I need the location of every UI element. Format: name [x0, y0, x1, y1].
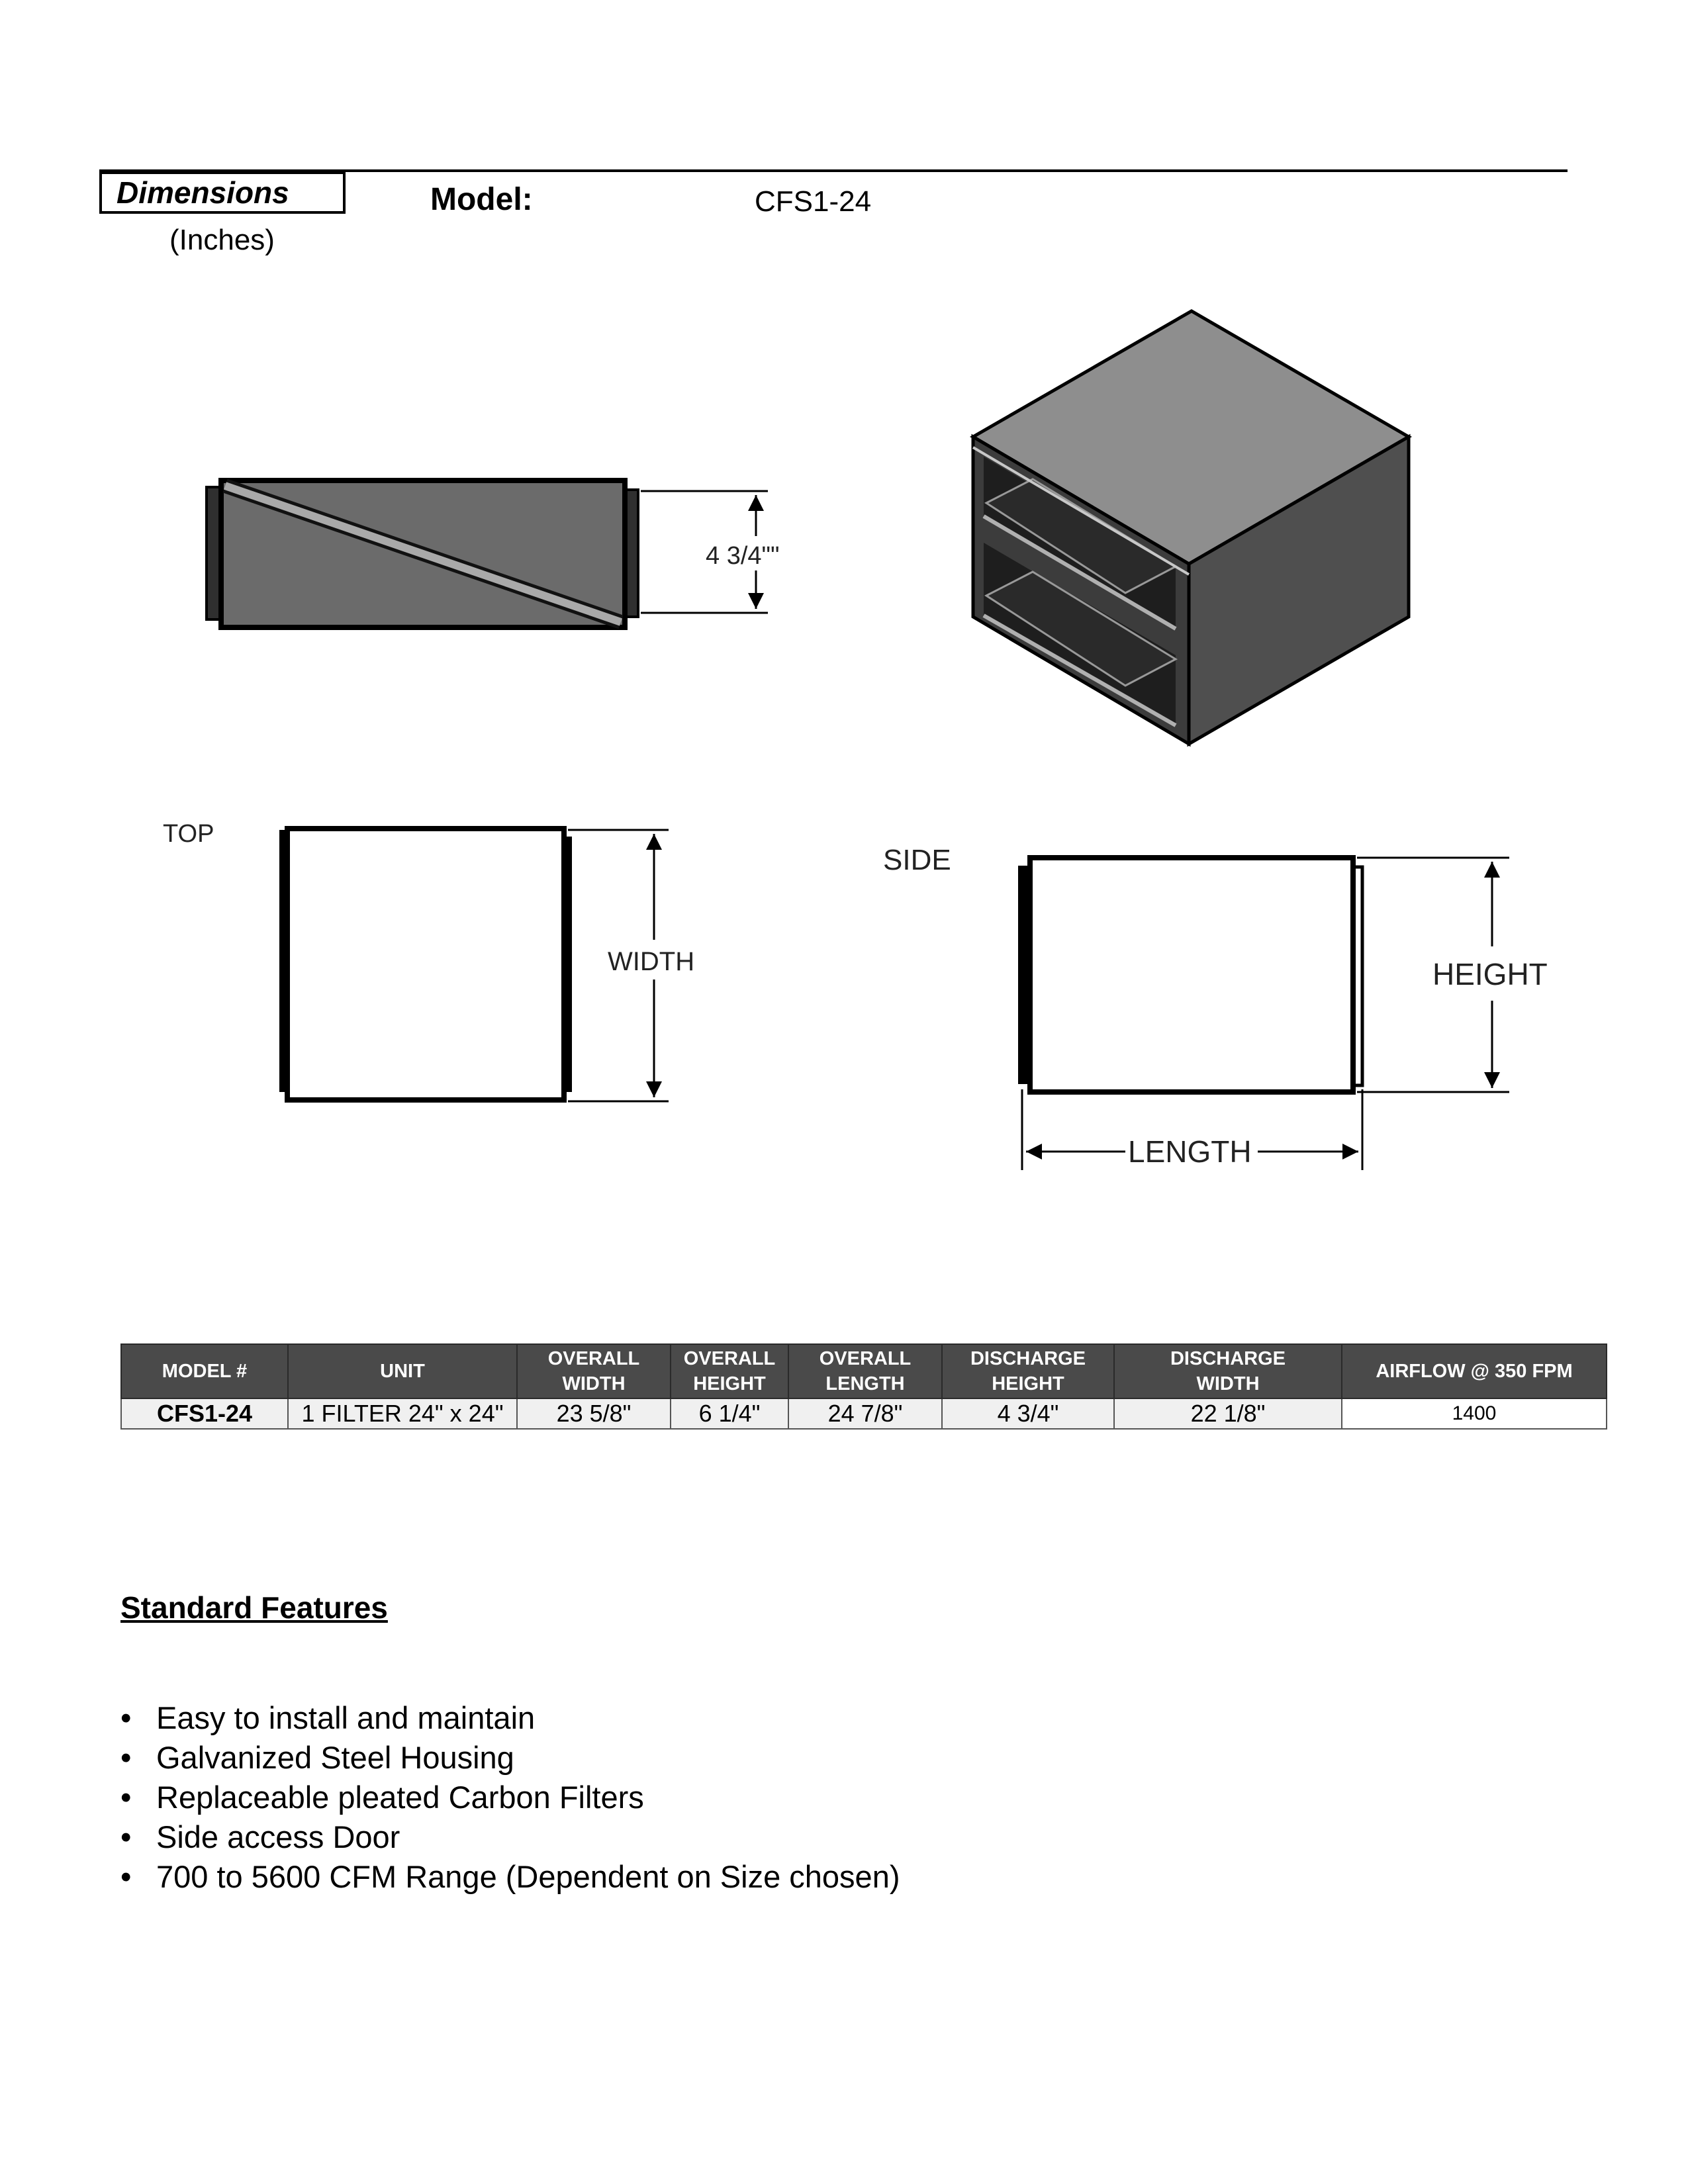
list-item: • 700 to 5600 CFM Range (Dependent on Size chosen): [120, 1857, 900, 1897]
bullet: •: [120, 1819, 132, 1854]
header-discharge-height: DISCHARGE HEIGHT: [942, 1344, 1114, 1398]
header-airflow: AIRFLOW @ 350 FPM: [1342, 1344, 1607, 1398]
model-value: CFS1-24: [755, 185, 872, 218]
model-label: Model:: [430, 182, 533, 217]
cell-overall-height: 6 1/4": [671, 1398, 788, 1429]
front-dimension-label: 4 3/4"": [706, 542, 780, 570]
list-item: • Easy to install and maintain: [120, 1698, 900, 1738]
width-label: WIDTH: [608, 947, 695, 976]
header-discharge-width: DISCHARGE WIDTH: [1114, 1344, 1342, 1398]
side-view-drawing: [883, 844, 1548, 1170]
bullet: •: [120, 1700, 132, 1735]
spec-table: [120, 1343, 1607, 1430]
features-list: [120, 1698, 900, 1897]
cell-overall-length: 24 7/8": [788, 1398, 942, 1429]
table-row: [121, 1398, 1607, 1429]
length-label: LENGTH: [1128, 1134, 1252, 1169]
cell-discharge-width: 22 1/8": [1114, 1398, 1342, 1429]
table-header-row: [121, 1344, 1607, 1398]
bullet: •: [120, 1780, 132, 1815]
top-view-label: TOP: [163, 820, 214, 848]
list-item: • Replaceable pleated Carbon Filters: [120, 1778, 900, 1817]
dimensions-title: Dimensions: [117, 175, 289, 210]
header-unit: UNIT: [288, 1344, 517, 1398]
front-view-drawing: [207, 480, 780, 627]
cell-discharge-height: 4 3/4": [942, 1398, 1114, 1429]
top-view-drawing: [163, 820, 694, 1101]
header-overall-length: OVERALL LENGTH: [788, 1344, 942, 1398]
dimensions-units: (Inches): [169, 224, 275, 256]
cell-model: CFS1-24: [121, 1398, 288, 1429]
list-item: • Side access Door: [120, 1817, 900, 1857]
header-overall-width: OVERALL WIDTH: [517, 1344, 671, 1398]
header-model: MODEL #: [121, 1344, 288, 1398]
header-overall-height: OVERALL HEIGHT: [671, 1344, 788, 1398]
height-label: HEIGHT: [1432, 957, 1548, 991]
cell-overall-width: 23 5/8": [517, 1398, 671, 1429]
bullet: •: [120, 1859, 132, 1894]
list-item: • Galvanized Steel Housing: [120, 1738, 900, 1778]
features-heading: Standard Features: [120, 1590, 388, 1625]
bullet: •: [120, 1740, 132, 1775]
side-view-label: SIDE: [883, 844, 951, 876]
isometric-view-drawing: [973, 311, 1409, 744]
cell-unit: 1 FILTER 24" x 24": [288, 1398, 517, 1429]
cell-airflow: 1400: [1342, 1398, 1607, 1429]
